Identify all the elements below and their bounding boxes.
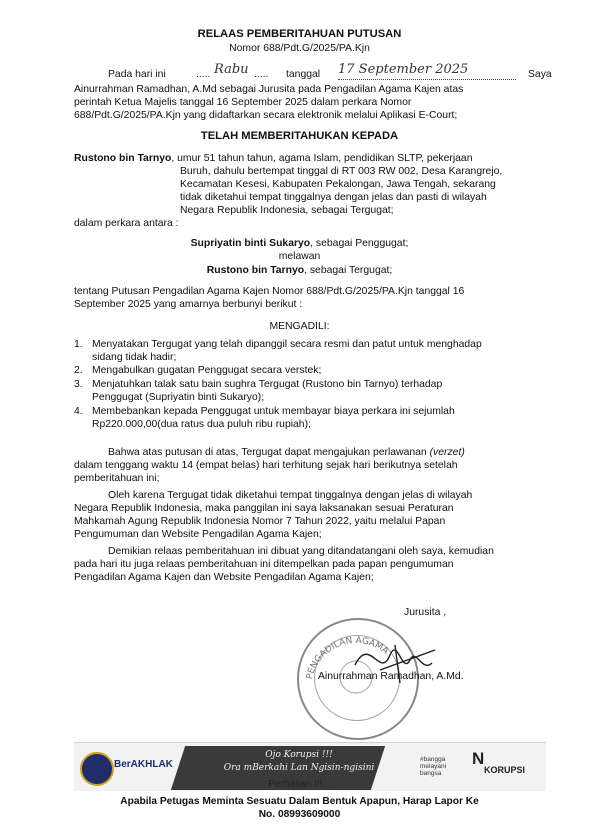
handwritten-day: Rabu (214, 62, 249, 77)
signature-role: Jurusita , (404, 607, 447, 618)
dots: ..... (196, 69, 211, 80)
dots: ..... (254, 69, 269, 80)
recipient-line-2: Buruh, dahulu bertempat tinggal di RT 003 RW 002, Desa Karangrejo, (180, 166, 503, 177)
intro-line-2: Ainurrahman Ramadhan, A.Md sebagai Jurusita pada Pengadilan Agama Kajen atas (74, 84, 464, 95)
ruling-number: 2. (74, 365, 83, 376)
handwritten-date: 17 September 2025 (338, 62, 469, 77)
para3-line-2: pada hari itu juga relaas pemberitahuan ini ditempelkan pada papan pengumuman (74, 559, 454, 570)
ruling-number: 3. (74, 379, 83, 390)
versus-label: melawan (278, 251, 321, 262)
about-line-1: tentang Putusan Pengadilan Agama Kajen Nomor 688/Pdt.G/2025/PA.Kjn tanggal 16 (74, 286, 465, 297)
notice-heading: TELAH MEMBERITAHUKAN KEPADA (200, 130, 399, 142)
para2-line-3: Mahkamah Agung Republik Indonesia Nomor 7 Tahun 2022, yaitu melalui Papan (74, 516, 446, 527)
footer-notice-line-2: No. 08993609000 (258, 809, 341, 820)
footer-notice-line-1: Apabila Petugas Meminta Sesuatu Dalam Bentuk Apapun, Harap Lapor Ke (120, 796, 479, 807)
para1-line-1 (108, 446, 554, 459)
recipient-line-3: Kecamatan Kesesi, Kabupaten Pekalongan, Jawa Tengah, sekarang (180, 179, 496, 190)
ruling-item-line: Menyatakan Tergugat yang telah dipanggil secara resmi dan patut untuk menghadap (92, 339, 482, 350)
footer-perhatian: Perhatian !!!... (268, 779, 331, 790)
intro-line-3: perintah Ketua Majelis tanggal 16 September 2025 dalam perkara Nomor (74, 97, 412, 108)
bangga-melayani-logo: #bangga melayani bangsa (420, 756, 447, 777)
ruling-item-line: Penggugat (Supriyatin binti Sukaryo); (92, 392, 265, 403)
recipient-name: Rustono bin Tarnyo (74, 153, 172, 164)
ruling-item-line: Membebankan kepada Penggugat untuk membayar biaya perkara ini sejumlah (92, 406, 455, 417)
document-number: Nomor 688/Pdt.G/2025/PA.Kjn (229, 43, 370, 54)
page-title: RELAAS PEMBERITAHUAN PUTUSAN (197, 28, 402, 40)
jurusita-name: Ainurrahman Ramadhan, A.Md. (318, 671, 464, 682)
plaintiff-role: , sebagai Penggugat; (310, 238, 409, 249)
stop-korupsi-logo-n: N (472, 749, 485, 768)
defendant-name: Rustono bin Tarnyo (206, 265, 305, 276)
para1-text: Bahwa atas putusan di atas, Tergugat dapat mengajukan perlawanan (108, 447, 427, 458)
between-label: dalam perkara antara : (74, 218, 179, 229)
para2-line-2: Negara Republik Indonesia, maka panggilan ini saya laksanakan sesuai Peraturan (74, 503, 454, 514)
plaintiff-line (0, 237, 599, 250)
ruling-item-line: Mengabulkan gugatan Penggugat secara verstek; (92, 365, 322, 376)
ruling-item-line: Menjatuhkan talak satu bain sughra Tergugat (Rustono bin Tarnyo) terhadap (92, 379, 443, 390)
para1-line-2: dalam tenggang waktu 14 (empat belas) hari terhitung sejak hari berikutnya setelah (74, 460, 458, 471)
berakhlak-logo-text: BerAKHLAK (114, 759, 173, 770)
recipient-line-5: Negara Republik Indonesia, sebagai Tergugat; (180, 205, 394, 216)
para2-line-4: Pengumuman dan Website Pengadilan Agama Kajen; (74, 529, 322, 540)
para3-line-3: Pengadilan Agama Kajen dan Website Pengadilan Agama Kajen; (74, 572, 374, 583)
stop-korupsi-logo-text: KORUPSI (484, 765, 526, 775)
ruling-item-line: Rp220.000,00(dua ratus dua puluh ribu rupiah); (92, 419, 311, 430)
plaintiff-name: Supriyatin binti Sukaryo (190, 238, 311, 249)
para1-line-3: pemberitahuan ini; (74, 473, 160, 484)
signature-scribble (340, 625, 450, 695)
recipient-details: , umur 51 tahun tahun, agama Islam, pendidikan SLTP, pekerjaan (171, 153, 473, 164)
para2-line-1: Oleh karena Tergugat tidak diketahui tempat tinggalnya dengan jelas di wilayah (108, 490, 473, 501)
defendant-role: , sebagai Tergugat; (304, 265, 393, 276)
intro-saya: Saya (528, 69, 552, 80)
intro-pre: Pada hari ini (108, 69, 166, 80)
about-line-2: September 2025 yang amarnya berbunyi berikut : (74, 299, 303, 310)
recipient-line-1 (74, 152, 554, 165)
intro-date-word: tanggal (286, 69, 321, 80)
verzet-term: (verzet) (429, 447, 465, 458)
ruling-item-line: sidang tidak hadir; (92, 352, 177, 363)
ruling-heading: MENGADILI: (269, 321, 330, 332)
ruling-number: 1. (74, 339, 83, 350)
footer-slogan-1: Ojo Korupsi !!! (265, 750, 333, 760)
defendant-line (0, 264, 599, 277)
para3-line-1: Demikian relaas pemberitahuan ini dibuat yang ditandatangani oleh saya, kemudian (108, 546, 494, 557)
footer-slogan-2: Ora mBerkahi Lan Ngisin-ngisini (223, 763, 375, 773)
date-underline (338, 79, 516, 80)
stamp-text: PENGADILAN AGAMA (304, 635, 391, 681)
intro-line-4: 688/Pdt.G/2025/PA.Kjn yang didaftarkan secara elektronik melalui Aplikasi E-Court; (74, 110, 458, 121)
ruling-number: 4. (74, 406, 83, 417)
recipient-line-4: tidak diketahui tempat tinggalnya dengan jelas dan pasti di wilayah (180, 192, 487, 203)
